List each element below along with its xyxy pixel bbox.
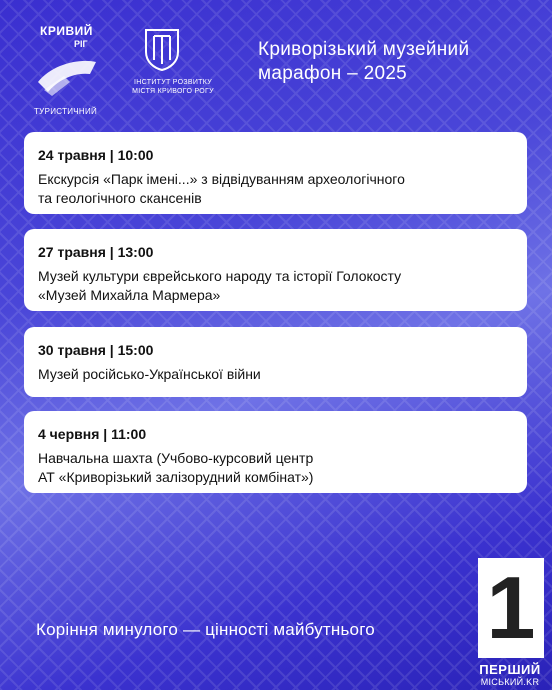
event-date: 27 травня | 13:00 bbox=[38, 244, 154, 260]
event-line1: Навчальна шахта (Учбово-курсовий центр bbox=[38, 450, 314, 466]
badge-label2: МІСЬКИЙ.KR bbox=[480, 677, 540, 687]
logo2-line2: МІСТЯ КРИВОГО РОГУ bbox=[132, 88, 214, 95]
event-line2: «Музей Михайла Мармера» bbox=[38, 287, 221, 303]
institute-emblem-icon bbox=[142, 26, 182, 72]
logo2-line1: ІНСТИТУТ РОЗВИТКУ bbox=[134, 79, 212, 86]
event-date: 30 травня | 15:00 bbox=[38, 342, 154, 358]
institute-logo bbox=[118, 26, 228, 106]
event-card bbox=[24, 327, 527, 397]
event-line1: Музей російсько-Української війни bbox=[38, 366, 261, 382]
event-description bbox=[38, 267, 513, 305]
institute-name bbox=[118, 78, 228, 96]
kryvyi-rih-tourist-logo bbox=[34, 22, 106, 116]
event-card bbox=[24, 132, 527, 214]
event-description bbox=[38, 449, 513, 487]
event-line2: та геологічного скансенів bbox=[38, 190, 202, 206]
event-line1: Екскурсія «Парк імені...» з відвідуванням археологічного bbox=[38, 171, 405, 187]
pershyi-miskyi-badge bbox=[468, 558, 552, 690]
event-line2: АТ «Криворізький залізорудний комбінат») bbox=[38, 469, 314, 485]
logo1-line1: КРИВИЙ bbox=[40, 24, 93, 38]
event-date: 24 травня | 10:00 bbox=[38, 147, 154, 163]
title-line2: марафон – 2025 bbox=[258, 63, 408, 84]
title-line1: Криворізький музейний bbox=[258, 39, 470, 60]
event-card bbox=[24, 229, 527, 311]
event-description bbox=[38, 365, 513, 384]
badge-label1: ПЕРШИЙ bbox=[479, 662, 541, 677]
footer-slogan: Коріння минулого — цінності майбутнього bbox=[36, 620, 375, 639]
event-date: 4 червня | 11:00 bbox=[38, 426, 147, 442]
city-emblem-icon bbox=[34, 52, 100, 102]
event-line1: Музей культури єврейського народу та історії Голокосту bbox=[38, 268, 402, 284]
logo1-line2: РІГ bbox=[74, 39, 88, 49]
event-card bbox=[24, 411, 527, 493]
page-title bbox=[258, 38, 538, 86]
event-description bbox=[38, 170, 513, 208]
badge-number: 1 bbox=[478, 558, 544, 658]
logo1-line3: ТУРИСТИЧНИЙ bbox=[34, 107, 98, 116]
header bbox=[0, 0, 552, 130]
